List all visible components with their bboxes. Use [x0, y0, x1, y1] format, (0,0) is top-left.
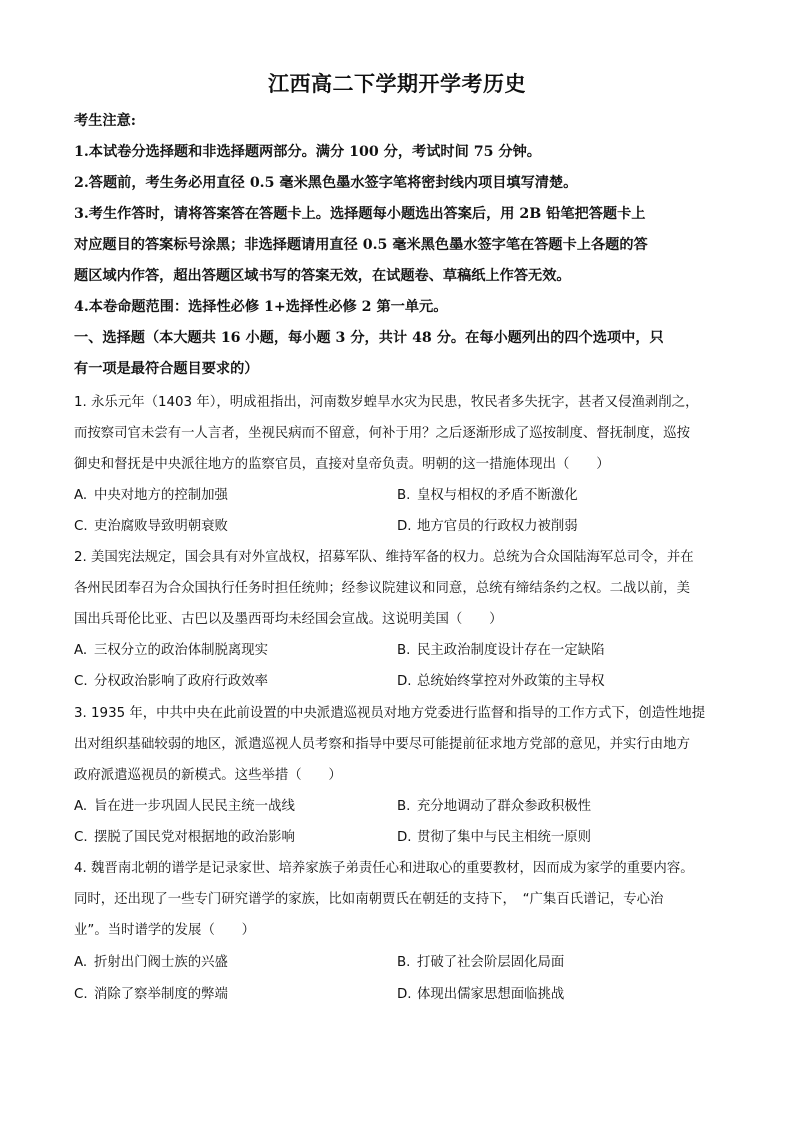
- question-3-option-d: [397, 826, 591, 845]
- question-3-option-b: [397, 795, 591, 814]
- notice-line: 2.答题前，考生务必用直径 0.5 毫米黑色墨水签字笔将密封线内项目填写清楚。: [74, 175, 578, 191]
- notice-line: 1.本试卷分选择题和非选择题两部分。满分 100 分，考试时间 75 分钟。: [74, 144, 541, 160]
- option-text: 折射出门阀士族的兴盛: [94, 955, 228, 970]
- option-key: D.: [397, 519, 412, 534]
- option-key: B.: [397, 799, 411, 814]
- question-3-option-a: [74, 795, 295, 814]
- option-key: D.: [397, 830, 412, 845]
- question-3-option-c: [74, 826, 295, 845]
- option-key: A.: [74, 488, 88, 503]
- option-key: B.: [397, 488, 411, 503]
- section-heading: 一、选择题（本大题共 16 小题，每小题 3 分，共计 48 分。在每小题列出的四个选项中，只: [74, 330, 664, 346]
- page-title: 江西高二下学期开学考历史: [268, 71, 526, 96]
- question-4-text: 业”。当时谱学的发展（ ）: [74, 923, 256, 938]
- option-text: 地方官员的行政权力被削弱: [417, 519, 578, 534]
- option-text: 吏治腐败导致明朝衰败: [94, 519, 228, 534]
- notice-line: 题区域内作答，超出答题区域书写的答案无效，在试题卷、草稿纸上作答无效。: [74, 268, 571, 284]
- question-2-text: 2. 美国宪法规定，国会具有对外宣战权，招募军队、维持军备的权力。总统为合众国陆海军总司令，并在: [74, 550, 694, 565]
- notice-line: 4.本卷命题范围：选择性必修 1+选择性必修 2 第一单元。: [74, 299, 448, 315]
- option-text: 三权分立的政治体制脱离现实: [94, 643, 269, 658]
- option-key: C.: [74, 674, 88, 689]
- notice-line: 3.考生作答时，请将答案答在答题卡上。选择题每小题选出答案后，用 2B 铅笔把答题卡上: [74, 206, 646, 222]
- question-3-text: 政府派遣巡视员的新模式。这些举措（ ）: [74, 768, 342, 783]
- section-heading: 有一项是最符合题目要求的）: [74, 361, 259, 377]
- question-4-option-c: [74, 983, 228, 1002]
- option-text: 民主政治制度设计存在一定缺陷: [417, 643, 605, 658]
- question-2-text: 各州民团奉召为合众国执行任务时担任统帅；经参议院建议和同意，总统有缔结条约之权。二战以前，美: [74, 581, 690, 596]
- question-3-text: 3. 1935 年，中共中央在此前设置的中央派遣巡视员对地方党委进行监督和指导的工作方式下，创造性地提: [74, 706, 706, 721]
- option-text: 贯彻了集中与民主相统一原则: [417, 830, 592, 845]
- option-key: C.: [74, 987, 88, 1002]
- notice-line: 对应题目的答案标号涂黑；非选择题请用直径 0.5 毫米黑色墨水签字笔在答题卡上各题的答: [74, 237, 648, 253]
- option-text: 分权政治影响了政府行政效率: [94, 674, 269, 689]
- option-text: 中央对地方的控制加强: [94, 488, 228, 503]
- question-4-text: 4. 魏晋南北朝的谱学是记录家世、培养家族子弟责任心和进取心的重要教材，因而成为家学的重要内容。: [74, 861, 694, 876]
- option-text: 总统始终掌控对外政策的主导权: [417, 674, 605, 689]
- option-text: 体现出儒家思想面临挑战: [417, 987, 565, 1002]
- option-key: B.: [397, 643, 411, 658]
- question-4-option-a: [74, 951, 228, 970]
- question-2-option-a: [74, 639, 268, 658]
- question-2-text: 国出兵哥伦比亚、古巴以及墨西哥均未经国会宣战。这说明美国（ ）: [74, 612, 503, 627]
- option-key: D.: [397, 987, 412, 1002]
- option-text: 旨在进一步巩固人民民主统一战线: [94, 799, 295, 814]
- option-key: A.: [74, 955, 88, 970]
- option-key: A.: [74, 799, 88, 814]
- question-1-option-a: [74, 484, 228, 503]
- question-1-option-b: [397, 484, 578, 503]
- notice-heading: 考生注意:: [74, 113, 136, 129]
- question-4-text: 同时，还出现了一些专门研究谱学的家族，比如南朝贾氏在朝廷的支持下， “广集百氏谱记，专心治: [74, 892, 664, 907]
- option-text: 打破了社会阶层固化局面: [417, 955, 565, 970]
- question-3-text: 出对组织基础较弱的地区，派遣巡视人员考察和指导中要尽可能提前征求地方党部的意见，并实行由地方: [74, 737, 690, 752]
- option-key: B.: [397, 955, 411, 970]
- option-key: D.: [397, 674, 412, 689]
- option-key: A.: [74, 643, 88, 658]
- question-2-option-d: [397, 670, 604, 689]
- question-2-option-b: [397, 639, 604, 658]
- question-1-option-c: [74, 515, 228, 534]
- option-text: 皇权与相权的矛盾不断激化: [417, 488, 578, 503]
- question-4-option-b: [397, 951, 564, 970]
- option-key: C.: [74, 519, 88, 534]
- question-2-option-c: [74, 670, 268, 689]
- option-text: 充分地调动了群众参政积极性: [417, 799, 592, 814]
- question-1-text: 御史和督抚是中央派往地方的监察官员，直接对皇帝负责。明朝的这一措施体现出（ ）: [74, 457, 610, 472]
- option-text: 摆脱了国民党对根据地的政治影响: [94, 830, 295, 845]
- option-text: 消除了察举制度的弊端: [94, 987, 228, 1002]
- option-key: C.: [74, 830, 88, 845]
- question-1-text: 而按察司官未尝有一人言者，坐视民病而不留意，何补于用？之后逐渐形成了巡按制度、督抚制度，巡按: [74, 426, 690, 441]
- question-4-option-d: [397, 983, 564, 1002]
- question-1-text: 1. 永乐元年（1403 年），明成祖指出，河南数岁蝗旱水灾为民患，牧民者多失抚字，甚者又侵渔剥削之，: [74, 395, 699, 410]
- question-1-option-d: [397, 515, 578, 534]
